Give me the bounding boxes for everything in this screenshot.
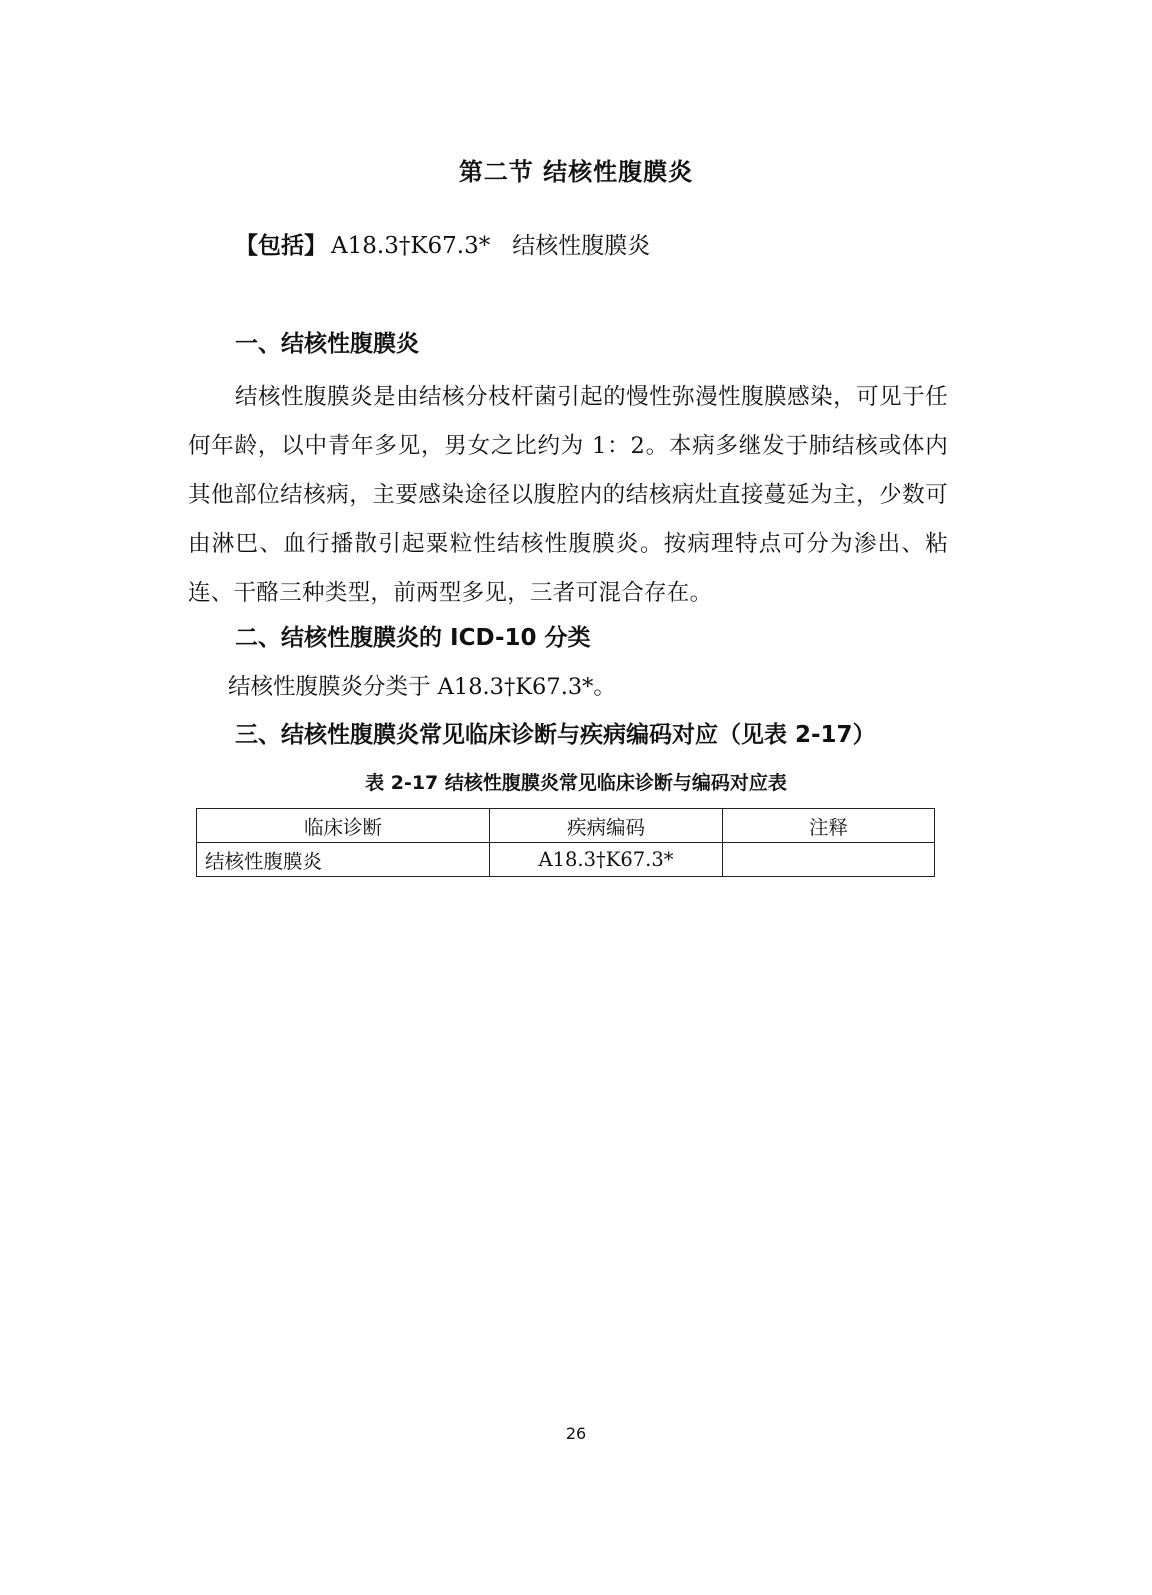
table-cell-diagnosis: 结核性腹膜炎 [197,843,490,877]
table-header-code: 疾病编码 [490,809,723,843]
paragraph-1: 结核性腹膜炎是由结核分枝杆菌引起的慢性弥漫性腹膜感染，可见于任何年龄，以中青年多见，男女之比约为 1：2。本病多继发于肺结核或体内其他部位结核病，主要感染途径以腹腔内的结核病灶直接蔓延为主，少数可由淋巴、血行播散引起粟粒性结核性腹膜炎。按病理特点可分为渗出、粘连、干酪三种类型，前两型多见，三者可混合存在。 [188,384,948,606]
table-cell-code: A18.3†K67.3* [490,843,723,877]
table-header-note: 注释 [723,809,935,843]
table-cell-note [723,843,935,877]
paragraph-2: 结核性腹膜炎分类于 A18.3†K67.3*。 [228,674,616,700]
code-table [196,808,935,877]
section-title: 第二节 结核性腹膜炎 [458,158,694,186]
heading-1: 一、结核性腹膜炎 [235,331,419,357]
heading-3: 三、结核性腹膜炎常见临床诊断与疾病编码对应（见表 2-17） [235,722,876,748]
table-caption: 表 2-17 结核性腹膜炎常见临床诊断与编码对应表 [365,772,787,794]
include-line [235,228,650,264]
page-number: 26 [565,1424,587,1443]
heading-2: 二、结核性腹膜炎的 ICD-10 分类 [235,625,591,651]
table-header-row [197,809,935,843]
table-row [197,843,935,877]
include-tag: 【包括】 [235,233,327,259]
table-header-diagnosis: 临床诊断 [197,809,490,843]
include-code: A18.3†K67.3* [331,233,491,259]
include-name: 结核性腹膜炎 [512,233,651,259]
